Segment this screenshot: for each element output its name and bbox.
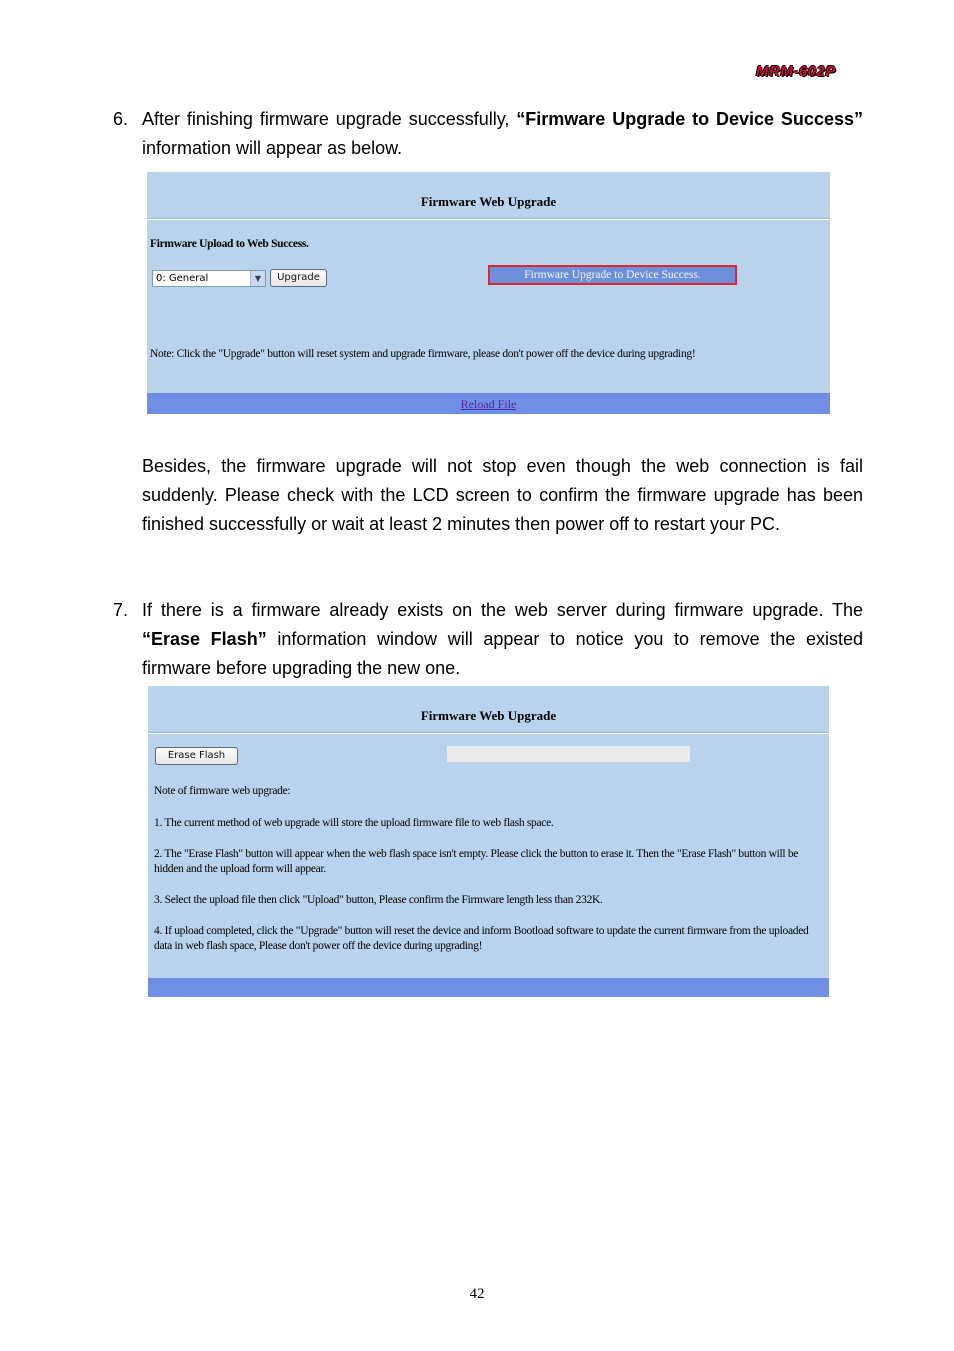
step-7-text	[142, 596, 863, 683]
page-number: 42	[469, 1286, 485, 1302]
step-6-number: 6.	[113, 109, 129, 129]
note-heading: Note of firmware web upgrade:	[154, 785, 291, 797]
upload-progress-bar	[447, 746, 690, 762]
upgrade-note: Note: Click the "Upgrade" button will reset system and upgrade firmware, please don't power off the device during upgrading!	[150, 348, 696, 360]
step-6-text-bold: “Firmware Upgrade to Device Success”	[516, 109, 863, 129]
title-divider	[147, 218, 830, 220]
firmware-select[interactable]	[152, 270, 266, 287]
chevron-down-icon: ▼	[250, 271, 265, 286]
upload-success-message: Firmware Upload to Web Success.	[150, 238, 309, 250]
step-7-text-bold: “Erase Flash”	[142, 629, 267, 649]
besides-paragraph: Besides, the firmware upgrade will not stop even though the web connection is fail suddenly. Please check with the LCD screen to confirm the firmware upgrade has been finished successfully or wait at least 2 minutes then power off to restart your PC.	[142, 456, 863, 534]
note-item-2: 2. The "Erase Flash" button will appear when the web flash space isn't empty. Please click the button to erase it. Then the "Erase Flash" button will be hidden and the upload form will appear.	[154, 848, 799, 875]
step-6-text-a: After finishing firmware upgrade successfully,	[142, 109, 517, 129]
erase-flash-button[interactable]: Erase Flash	[155, 747, 238, 765]
title-divider-2	[148, 732, 829, 734]
erase-flash-screenshot	[148, 686, 829, 997]
note-item-1: 1. The current method of web upgrade will store the upload firmware file to web flash space.	[154, 817, 554, 829]
brand-logo: MRM-602P	[756, 63, 836, 80]
step-7-number: 7.	[113, 600, 129, 620]
step-6-text	[142, 105, 863, 163]
reload-file-link[interactable]: Reload File	[460, 397, 517, 411]
upgrade-button[interactable]: Upgrade	[270, 269, 327, 287]
footer-bar-2	[148, 978, 829, 997]
screenshot-title: Firmware Web Upgrade	[420, 194, 557, 209]
step-7-text-b: information window will appear to notice you to remove the existed firmware before upgrading the new one.	[142, 629, 863, 678]
footer-bar	[147, 393, 830, 414]
firmware-success-screenshot	[147, 172, 830, 414]
step-6-text-b: information will appear as below.	[142, 138, 403, 158]
upgrade-success-status: Firmware Upgrade to Device Success.	[488, 265, 737, 285]
step-7-text-a: If there is a firmware already exists on the web server during firmware upgrade. The	[142, 600, 863, 620]
screenshot-title-2: Firmware Web Upgrade	[420, 708, 557, 723]
note-item-4: 4. If upload completed, click the "Upgrade" button will reset the device and inform Bootload software to update the current firmware from the uploaded data in web flash space, Please don't power off the device during upgrading!	[154, 925, 809, 952]
firmware-select-value: 0: General	[156, 273, 209, 284]
note-item-3: 3. Select the upload file then click "Upload" button, Please confirm the Firmware length less than 232K.	[154, 894, 603, 906]
